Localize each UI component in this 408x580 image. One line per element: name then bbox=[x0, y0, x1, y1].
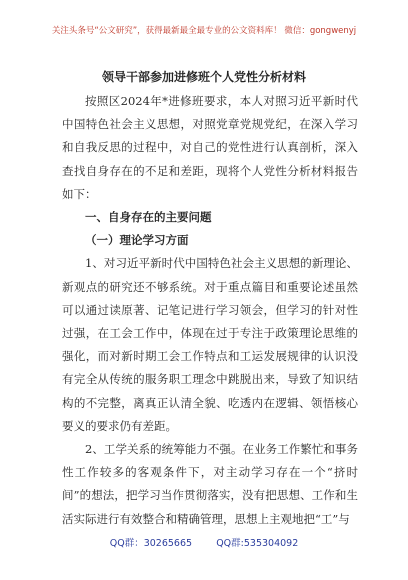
section-heading: 一、自身存在的主要问题 bbox=[85, 210, 212, 225]
intro-paragraph: 按照区2024年*进修班要求，本人对照习近平新时代中国特色社会主义思想，对照党章党规党纪，在深入学习和自我反思的过程中，对自己的党性进行认真剖析，深入查找自身存在的不足和差距，现将个人党性分析材料报告如下： bbox=[62, 94, 358, 201]
footer-contact: QQ群：30265665 QQ群:535304092 bbox=[109, 538, 299, 549]
body-paragraph-1: 1、对习近平新时代中国特色社会主义思想的新理论、新观点的研究还不够系统。对于重点篇目和重要论述虽然可以通过读原著、记笔记进行学习领会，但学习的针对性过强，在工会工作中，体现在过于专注于政策理论思维的强化，而对新时期工会工作特点和工运发展规律的认识没有完全从传统的服务职工理念中跳脱出来，导致了知识结构的不完整，离真正认清全貌、吃透内在逻辑、领悟核心要义的要求仍有差距。 bbox=[62, 256, 358, 433]
document-title: 领导干部参加进修班个人党性分析材料 bbox=[101, 70, 306, 84]
body-paragraph-2: 2、工学关系的统筹能力不强。在业务工作繁忙和事务性工作较多的客观条件下，对主动学习存在一个“挤时间”的想法，把学习当作贯彻落实，没有把思想、工作和生活实际进行有效整合和精确管理，思想上主观地把“工”与 bbox=[62, 442, 358, 526]
subsection-heading: （一）理论学习方面 bbox=[85, 233, 189, 248]
header-banner: 关注头条号“公文研究”，获得最新最全最专业的公文资料库！ 微信：gongwenyj bbox=[51, 26, 357, 36]
document-body bbox=[62, 90, 358, 531]
